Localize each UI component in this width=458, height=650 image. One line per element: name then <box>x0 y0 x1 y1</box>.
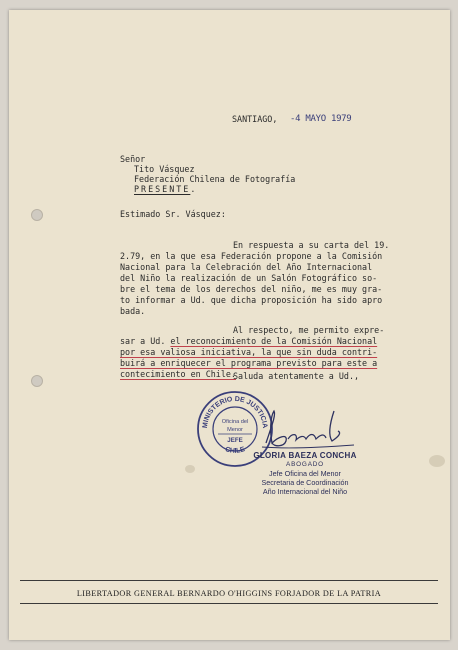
recipient-org: Federación Chilena de Fotografía <box>134 174 296 184</box>
paper-stain <box>185 465 195 473</box>
paragraph2-line: Al respecto, me permito expre- <box>233 325 385 335</box>
signer-role-1: Jefe Oficina del Menor <box>269 469 341 478</box>
paragraph1-line: bre el tema de los derechos del niño, me es muy gra- <box>120 284 383 294</box>
footer-motto: LIBERTADOR GENERAL BERNARDO O'HIGGINS FORJADOR DE LA PATRIA <box>76 589 382 598</box>
signer-role-3: Año Internacional del Niño <box>262 487 348 496</box>
recipient-salutation: Señor <box>120 154 146 164</box>
seal-center-line1: Oficina del <box>221 419 249 425</box>
seal-top-text: MINISTERIO DE JUSTICIA <box>201 395 269 429</box>
signer-role-2: Secretaria de Coordinación <box>261 478 349 487</box>
signer-name: GLORIA BAEZA CONCHA <box>253 451 357 460</box>
footer-rule-top <box>20 580 438 581</box>
seal-center-line2: Menor <box>227 427 243 433</box>
paragraph1-line: bada. <box>120 306 146 316</box>
paragraph1-line: to informar a Ud. que dicha proposición ha sido apro <box>120 295 383 305</box>
paragraph2-line: sar a Ud. el reconocimiento de la Comisión Nacional <box>120 336 378 346</box>
date-stamp: -4 MAYO 1979 <box>290 114 352 124</box>
punch-hole-bottom <box>31 375 43 387</box>
footer-rule-bottom <box>20 603 438 604</box>
paragraph2-line: contecimiento en Chile. <box>120 369 236 379</box>
handwritten-signature <box>258 403 368 453</box>
closing-line: Saluda atentamente a Ud., <box>233 371 360 381</box>
greeting: Estimado Sr. Vásquez: <box>120 209 226 219</box>
paragraph1-line: Nacional para la Celebración del Año Internacional <box>120 262 373 272</box>
recipient-name: Tito Vásquez <box>134 164 195 174</box>
seal-bottom-text: CHILE <box>224 446 246 455</box>
date-city: SANTIAGO, <box>232 114 278 124</box>
paragraph1-line: del Niño la realización de un Salón Fotográfico so- <box>120 273 378 283</box>
paragraph1-line: En respuesta a su carta del 19. <box>233 240 390 250</box>
paper-stain <box>429 455 445 467</box>
paragraph2-line: por esa valiosa iniciativa, la que sin duda contri- <box>120 347 378 357</box>
signer-title: ABOGADO <box>286 461 324 468</box>
paragraph2-line: buirá a enriquecer el programa previsto para este a <box>120 358 378 368</box>
recipient-presente: PRESENTE. <box>134 184 196 194</box>
seal-center-line3: JEFE <box>227 437 243 444</box>
punch-hole-top <box>31 209 43 221</box>
paragraph1-line: 2.79, en la que esa Federación propone a la Comisión <box>120 251 383 261</box>
